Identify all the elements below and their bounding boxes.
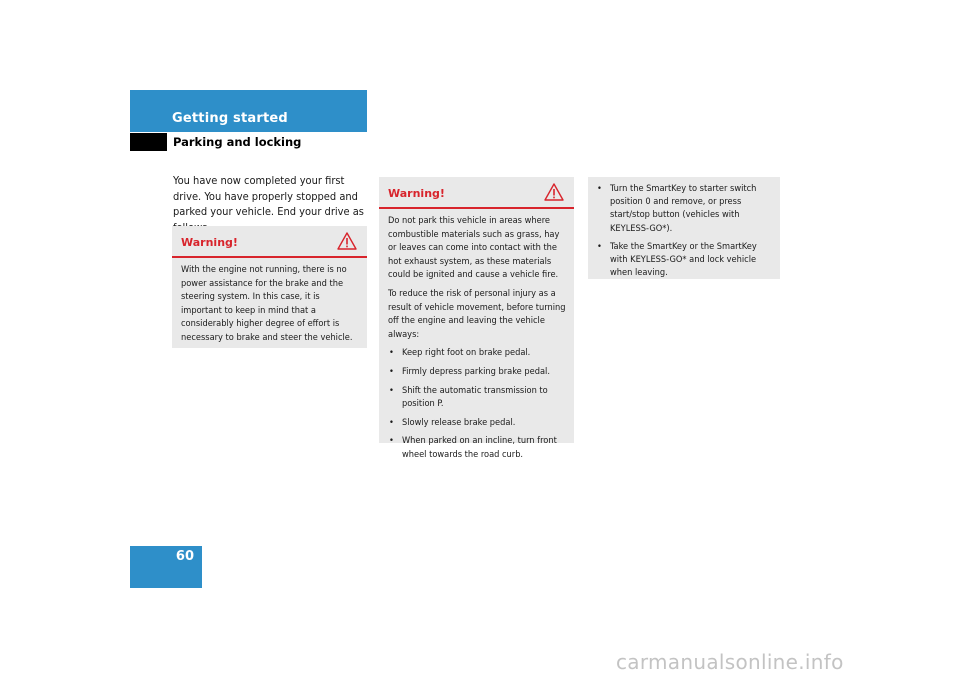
warning-title: Warning! bbox=[181, 236, 238, 249]
warning-header bbox=[172, 226, 367, 258]
warning-triangle-icon bbox=[544, 183, 564, 201]
page-number: 60 bbox=[175, 549, 194, 564]
list-item: • Keep right foot on brake pedal. bbox=[388, 346, 566, 360]
list-item: • Slowly release brake pedal. bbox=[388, 416, 566, 430]
list-item: • Firmly depress parking brake pedal. bbox=[388, 365, 566, 379]
warning-title: Warning! bbox=[388, 187, 445, 200]
steps-box bbox=[588, 177, 780, 279]
warning-triangle-icon bbox=[337, 232, 357, 250]
section-title: Getting started bbox=[172, 111, 288, 126]
parking-steps-list bbox=[388, 346, 566, 461]
list-item: • Take the SmartKey or the SmartKey with KEYLESS-GO* and lock vehicle when leaving. bbox=[596, 240, 773, 280]
warning-text-fire: Do not park this vehicle in areas where combustible materials such as grass, hay or leaves can come into contact with the hot exhaust system, as these materials could be ignited and cause a vehicle fire. bbox=[388, 215, 560, 281]
warning-text: With the engine not running, there is no power assistance for the brake and the steering system. In this case, it is important to keep in mind that a considerably higher degree of effort is necessary to brake and steer the vehicle. bbox=[181, 264, 353, 343]
subsection-title: Parking and locking bbox=[173, 135, 302, 149]
list-item: • Turn the SmartKey to starter switch position 0 and remove, or press start/stop button (vehicles with KEYLESS-GO*). bbox=[596, 182, 773, 235]
intro-text: You have now completed your first drive. You have properly stopped and parked your vehicle. End your drive as bbox=[173, 174, 364, 218]
list-item: • Shift the automatic transmission to position P. bbox=[388, 384, 566, 411]
warning-box-power-assist bbox=[172, 226, 367, 348]
warning-box-parking bbox=[379, 177, 574, 460]
warning-header bbox=[379, 177, 574, 209]
header-marker bbox=[130, 133, 167, 151]
watermark: carmanualsonline.info bbox=[616, 650, 844, 674]
list-item: • When parked on an incline, turn front wheel towards the road curb. bbox=[388, 434, 566, 461]
warning-text-movement: To reduce the risk of personal injury as a result of vehicle movement, before turning off the engine and leaving the vehicle always: bbox=[388, 287, 566, 340]
shutdown-steps-list bbox=[596, 182, 773, 279]
